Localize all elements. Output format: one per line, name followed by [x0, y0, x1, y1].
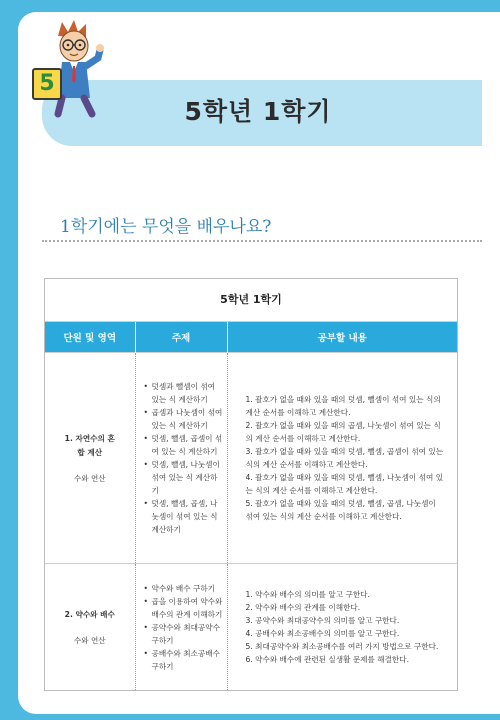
curriculum-table: [44, 278, 458, 691]
column-header-content: 공부할 내용: [227, 322, 457, 353]
content-item: 2. 괄호가 없을 때와 있을 때의 곱셈, 나눗셈이 섞여 있는 식의 계산 순서를 이해하고 계산한다.: [245, 421, 441, 443]
table-header-row: [45, 322, 457, 353]
topic-item: • 덧셈, 뺄셈, 나눗셈이 섞여 있는 식 계산하기: [144, 458, 223, 497]
table-row: [45, 353, 457, 564]
topic-cell: [135, 564, 227, 691]
topic-item: • 덧셈과 뺄셈이 섞여 있는 식 계산하기: [144, 380, 223, 406]
unit-area: 수와 연산: [73, 635, 106, 645]
topic-item: • 덧셈, 뺄셈, 곱셈, 나눗셈이 섞여 있는 식 계산하기: [144, 497, 223, 536]
topic-item: • 공배수와 최소공배수 구하기: [144, 647, 223, 673]
content-cell: [227, 564, 457, 691]
topic-item: • 곱셈과 나눗셈이 섞여 있는 식 계산하기: [144, 406, 223, 432]
column-header-topic: 주제: [135, 322, 227, 353]
content-item: 4. 공배수와 최소공배수의 의미를 알고 구한다.: [245, 629, 400, 638]
table-caption: 5학년 1학기: [45, 279, 457, 322]
unit-cell: [45, 564, 135, 691]
content-item: 3. 공약수와 최대공약수의 의미를 알고 구한다.: [245, 616, 400, 625]
content-cell: [227, 353, 457, 564]
content-item: 5. 괄호가 없을 때와 있을 때의 덧셈, 뺄셈, 곱셈, 나눗셈이 섞여 있는 식의 계산 순서를 이해하고 계산한다.: [245, 499, 436, 521]
topic-item: • 곱을 이용하여 약수와 배수의 관계 이해하기: [144, 595, 223, 621]
content-item: 4. 괄호가 없을 때와 있을 때의 덧셈, 뺄셈, 나눗셈이 섞여 있는 식의 계산 순서를 이해하고 계산한다.: [245, 473, 444, 495]
column-header-unit: 단원 및 영역: [45, 322, 135, 353]
unit-area: 수와 연산: [73, 473, 106, 483]
content-item: 6. 약수와 배수에 관련된 실생활 문제를 해결한다.: [245, 655, 410, 664]
unit-cell: [45, 353, 135, 564]
content-item: 1. 약수와 배수의 의미를 알고 구한다.: [245, 590, 370, 599]
topic-item: • 덧셈, 뺄셈, 곱셈이 섞여 있는 식 계산하기: [144, 432, 223, 458]
content-item: 1. 괄호가 없을 때와 있을 때의 덧셈, 뺄셈이 섞여 있는 식의 계산 순서를 이해하고 계산한다.: [245, 395, 441, 417]
unit-title: 2. 약수와 배수: [64, 609, 115, 619]
content-item: 5. 최대공약수와 최소공배수를 여러 가지 방법으로 구한다.: [245, 642, 439, 651]
page-title: 5학년 1학기: [184, 97, 332, 126]
content-item: 3. 괄호가 없을 때와 있을 때의 덧셈, 뺄셈, 곱셈이 섞여 있는 식의 계산 순서를 이해하고 계산한다.: [245, 447, 444, 469]
content-item: 2. 약수와 배수의 관계를 이해한다.: [245, 603, 361, 612]
unit-title: 1. 자연수의 혼합 계산: [64, 433, 115, 457]
section-subtitle: 1학기에는 무엇을 배우나요?: [60, 217, 272, 237]
topic-item: • 공약수와 최대공약수 구하기: [144, 621, 223, 647]
topic-item: • 약수와 배수 구하기: [144, 582, 223, 595]
topic-cell: [135, 353, 227, 564]
page: [18, 12, 500, 714]
grade-number-badge: 5: [32, 68, 62, 100]
dotted-divider: [42, 240, 482, 242]
table-row: [45, 564, 457, 691]
